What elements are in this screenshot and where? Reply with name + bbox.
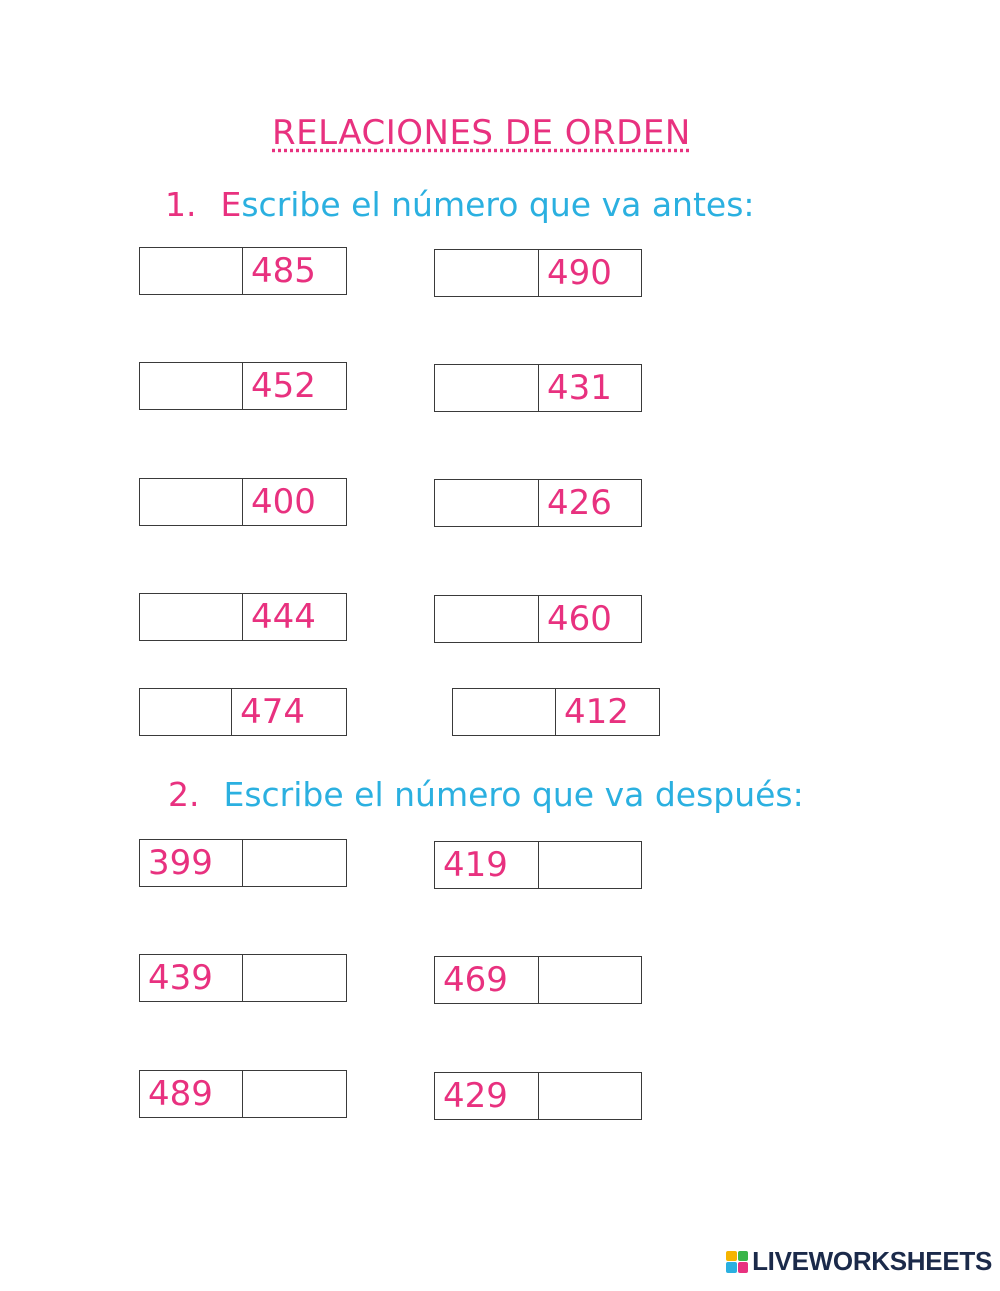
instruction-number: 1.	[165, 185, 197, 224]
before-pair	[434, 479, 642, 527]
after-pair	[139, 1070, 347, 1118]
before-pair	[139, 478, 347, 526]
instruction-before	[165, 185, 755, 224]
given-number: 485	[251, 251, 316, 291]
instruction-number: 2.	[168, 775, 200, 814]
answer-box[interactable]	[140, 594, 243, 640]
after-pair	[139, 954, 347, 1002]
before-pair	[139, 688, 347, 736]
before-pair	[452, 688, 660, 736]
answer-box[interactable]	[243, 1071, 346, 1117]
liveworksheets-logo	[726, 1246, 992, 1277]
given-number: 431	[547, 368, 612, 408]
given-number: 412	[564, 692, 629, 732]
before-pair	[434, 249, 642, 297]
given-number: 474	[240, 692, 306, 732]
given-number: 444	[251, 597, 316, 637]
before-pair	[139, 362, 347, 410]
given-number: 452	[251, 366, 316, 406]
given-number: 489	[140, 1071, 243, 1117]
before-pair	[139, 593, 347, 641]
answer-box[interactable]	[140, 363, 243, 409]
logo-text: LIVEWORKSHEETS	[752, 1246, 992, 1276]
before-pair	[139, 247, 347, 295]
given-number: 439	[140, 955, 243, 1001]
given-number: 469	[435, 957, 539, 1003]
before-pair	[434, 595, 642, 643]
answer-box[interactable]	[539, 1073, 641, 1119]
answer-box[interactable]	[539, 842, 641, 888]
answer-box[interactable]	[243, 840, 346, 886]
answer-box[interactable]	[453, 689, 556, 735]
worksheet-title: RELACIONES DE ORDEN	[272, 113, 691, 153]
given-number: 399	[140, 840, 243, 886]
given-number: 419	[435, 842, 539, 888]
answer-box[interactable]	[539, 957, 641, 1003]
answer-box[interactable]	[435, 596, 539, 642]
instruction-after	[168, 775, 804, 814]
before-pair	[434, 364, 642, 412]
answer-box[interactable]	[435, 250, 539, 296]
instruction-text: scribe el número que va antes:	[241, 185, 755, 224]
after-pair	[139, 839, 347, 887]
given-number: 426	[547, 483, 612, 523]
answer-box[interactable]	[435, 365, 539, 411]
given-number: 460	[547, 599, 612, 639]
instruction-first-letter: E	[220, 185, 242, 224]
instruction-text: Escribe el número que va después:	[223, 775, 804, 814]
given-number: 400	[251, 482, 316, 522]
after-pair	[434, 841, 642, 889]
answer-box[interactable]	[243, 955, 346, 1001]
after-pair	[434, 956, 642, 1004]
answer-box[interactable]	[140, 479, 243, 525]
given-number: 429	[435, 1073, 539, 1119]
logo-icon	[726, 1251, 748, 1273]
answer-box[interactable]	[140, 248, 243, 294]
answer-box[interactable]	[140, 689, 232, 735]
after-pair	[434, 1072, 642, 1120]
answer-box[interactable]	[435, 480, 539, 526]
given-number: 490	[547, 253, 612, 293]
